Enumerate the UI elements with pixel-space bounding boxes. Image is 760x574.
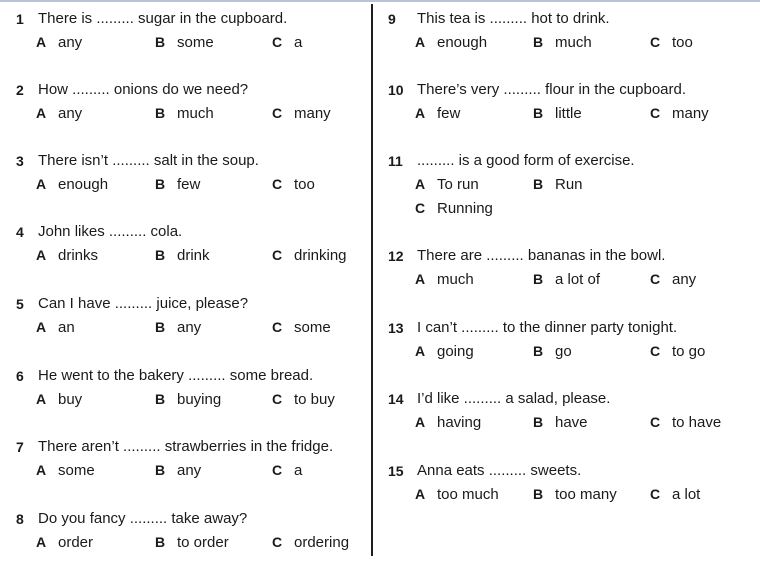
option-a [415,101,460,126]
option-letter: A [36,34,47,50]
option-text: many [672,105,709,122]
option-letter: B [533,271,544,287]
option-text: any [177,319,202,336]
option-letter: B [155,319,166,335]
option-letter: C [415,200,426,216]
option-letter: A [36,534,47,550]
option-c [650,267,696,292]
option-b [155,243,210,268]
option-b [533,267,600,292]
option-letter: C [272,391,283,407]
option-letter: A [36,176,47,192]
option-text: to have [672,414,722,431]
question-9 [388,8,748,54]
option-letter: A [36,105,47,121]
question-text: John likes ......... cola. [38,223,183,240]
option-letter: A [36,391,47,407]
option-c [650,482,700,507]
option-letter: A [415,486,426,502]
option-letter: A [415,414,426,430]
option-c [650,339,705,364]
option-text: much [555,34,592,51]
option-text: too [294,176,315,193]
option-a [36,101,82,126]
option-text: some [294,319,331,336]
option-text: drink [177,247,210,264]
option-b [533,30,592,55]
option-letter: B [155,462,166,478]
option-letter: B [155,391,166,407]
option-text: few [437,105,461,122]
option-text: a lot [672,486,701,503]
option-letter: B [155,34,166,50]
option-text: going [437,343,474,360]
question-7 [16,436,366,482]
option-c [272,458,302,483]
question-text: ......... is a good form of exercise. [417,152,635,169]
question-1 [16,8,366,54]
option-letter: B [155,105,166,121]
option-a [36,243,98,268]
option-b [533,410,588,435]
option-b [155,387,221,412]
question-number: 12 [388,248,404,264]
option-a [415,30,487,55]
question-number: 11 [388,153,403,169]
option-c [650,30,693,55]
question-text: How ......... onions do we need? [38,81,249,98]
option-c [272,243,347,268]
question-number: 15 [388,463,404,479]
option-text: drinks [58,247,99,264]
option-text: a [294,34,303,51]
option-a [36,30,82,55]
option-text: buying [177,391,222,408]
option-text: some [177,34,214,51]
option-c [272,530,349,555]
option-text: many [294,105,331,122]
option-b [533,172,583,197]
option-text: order [58,534,94,551]
option-letter: B [533,105,544,121]
option-a [415,172,479,197]
option-text: a lot of [555,271,601,288]
option-text: go [555,343,572,360]
question-text: There aren’t ......... strawberries in the fridge. [38,438,334,455]
question-number: 2 [16,82,24,98]
option-letter: C [272,247,283,263]
column-divider [371,4,373,556]
option-text: any [58,105,83,122]
option-b [533,339,572,364]
question-number: 9 [388,11,396,27]
option-letter: A [415,105,426,121]
option-text: enough [58,176,109,193]
option-letter: B [533,414,544,430]
option-c [272,30,302,55]
top-rule [0,0,760,2]
option-letter: B [533,343,544,359]
option-letter: C [272,462,283,478]
option-c [650,101,709,126]
option-letter: C [272,534,283,550]
option-text: an [58,319,75,336]
option-letter: A [415,176,426,192]
option-letter: C [272,105,283,121]
option-a [415,410,481,435]
option-letter: C [650,271,661,287]
option-text: any [58,34,83,51]
question-number: 8 [16,511,24,527]
question-2 [16,79,366,125]
question-number: 3 [16,153,24,169]
option-letter: B [533,486,544,502]
question-text: There’s very ......... flour in the cupboard. [417,81,687,98]
question-5 [16,293,366,339]
option-b [155,315,201,340]
option-letter: C [650,105,661,121]
option-b [155,458,201,483]
option-text: Run [555,176,583,193]
option-a [415,482,499,507]
option-text: any [177,462,202,479]
question-8 [16,508,366,554]
question-4 [16,221,366,267]
option-text: a [294,462,303,479]
option-a [36,458,95,483]
option-text: any [672,271,697,288]
option-text: to go [672,343,706,360]
question-10 [388,79,748,125]
question-text: He went to the bakery ......... some bread. [38,367,314,384]
question-13 [388,317,748,363]
option-text: Running [437,200,493,217]
question-text: I’d like ......... a salad, please. [417,390,611,407]
option-letter: C [650,414,661,430]
option-text: too many [555,486,617,503]
option-b [533,482,617,507]
option-text: ordering [294,534,350,551]
option-letter: A [36,319,47,335]
option-text: little [555,105,582,122]
option-letter: C [272,176,283,192]
option-letter: B [533,176,544,192]
option-text: much [437,271,474,288]
option-letter: C [272,319,283,335]
question-3 [16,150,366,196]
question-number: 13 [388,320,404,336]
option-c [272,315,331,340]
option-text: To run [437,176,479,193]
option-text: having [437,414,482,431]
question-14 [388,388,748,434]
question-text: I can’t ......... to the dinner party tonight. [417,319,678,336]
option-a [415,339,474,364]
option-letter: B [155,247,166,263]
option-text: have [555,414,588,431]
option-text: drinking [294,247,347,264]
option-c [272,172,315,197]
option-a [36,315,75,340]
option-b [155,172,200,197]
question-number: 4 [16,224,24,240]
option-text: to buy [294,391,335,408]
question-text: Anna eats ......... sweets. [417,462,582,479]
option-letter: C [650,486,661,502]
question-text: There isn’t ......... salt in the soup. [38,152,259,169]
option-letter: C [272,34,283,50]
option-text: too [672,34,693,51]
option-text: some [58,462,95,479]
option-letter: C [650,34,661,50]
question-15 [388,460,748,506]
question-text: There is ......... sugar in the cupboard. [38,10,288,27]
option-b [533,101,582,126]
question-text: This tea is ......... hot to drink. [417,10,610,27]
option-a [415,267,474,292]
question-11 [388,150,748,220]
question-number: 5 [16,296,24,312]
option-b [155,101,214,126]
option-text: few [177,176,201,193]
option-letter: B [155,534,166,550]
option-letter: A [415,343,426,359]
question-text: Can I have ......... juice, please? [38,295,249,312]
option-letter: C [650,343,661,359]
question-text: Do you fancy ......... take away? [38,510,248,527]
option-text: enough [437,34,488,51]
question-number: 6 [16,368,24,384]
option-letter: B [533,34,544,50]
option-letter: A [415,34,426,50]
option-text: too much [437,486,499,503]
option-text: to order [177,534,229,551]
question-12 [388,245,748,291]
option-a [36,387,82,412]
question-number: 14 [388,391,404,407]
question-number: 10 [388,82,404,98]
question-6 [16,365,366,411]
question-number: 1 [16,11,24,27]
option-a [36,530,93,555]
option-letter: A [415,271,426,287]
option-a [36,172,108,197]
option-c [272,387,335,412]
option-b [155,30,214,55]
question-text: There are ......... bananas in the bowl. [417,247,666,264]
option-c [415,196,493,221]
option-letter: A [36,462,47,478]
option-c [650,410,721,435]
option-b [155,530,229,555]
question-number: 7 [16,439,24,455]
option-c [272,101,331,126]
option-letter: A [36,247,47,263]
option-text: buy [58,391,83,408]
option-text: much [177,105,214,122]
option-letter: B [155,176,166,192]
